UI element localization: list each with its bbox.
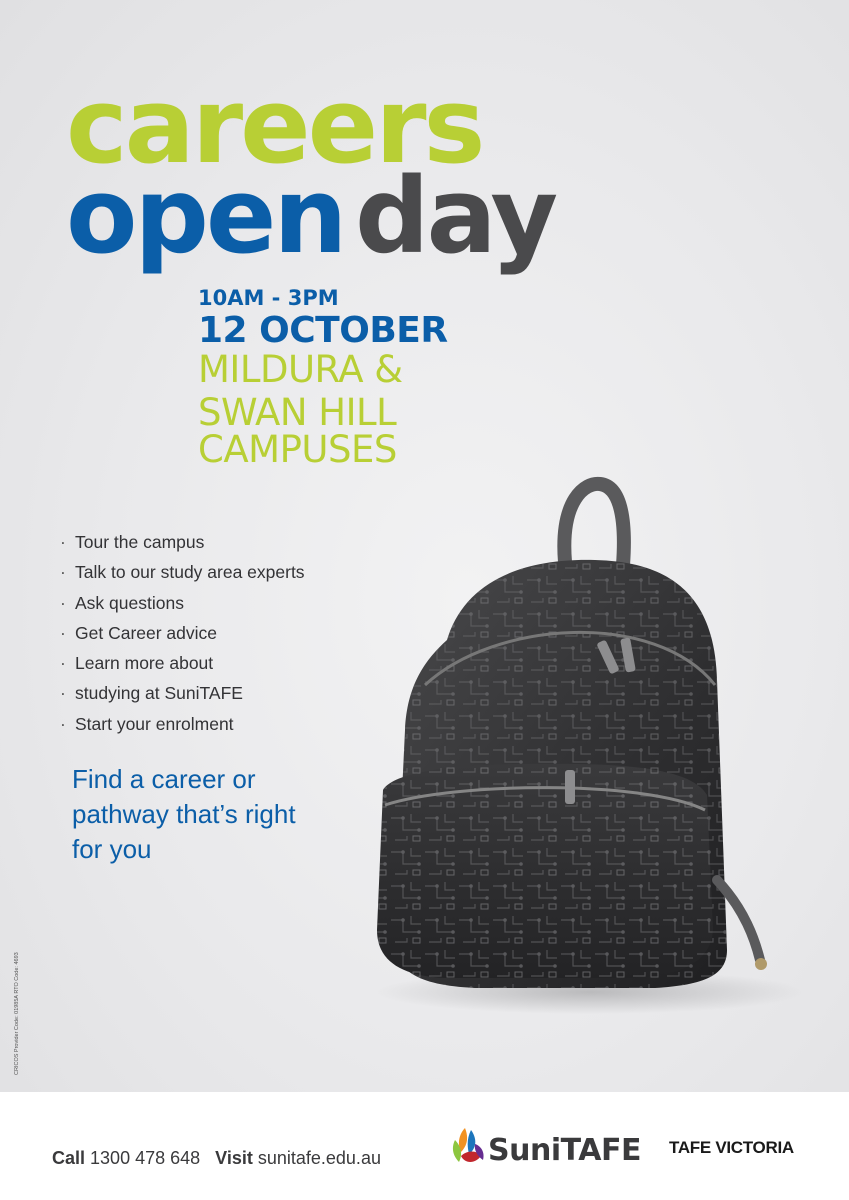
event-date: 12 OCTOBER [198, 310, 448, 351]
legal-text: CRICOS Provider Code: 01985A RTO Code: 4693 [14, 952, 20, 1075]
list-item: · Tour the campus [60, 527, 305, 557]
headline-careers: careers [66, 65, 483, 187]
backpack-image [355, 470, 825, 1030]
list-item: · Start your enrolment [60, 709, 305, 739]
feature-list [60, 527, 305, 739]
website-link[interactable]: sunitafe.edu.au [257, 1148, 381, 1168]
event-location-line: CAMPUSES [198, 428, 397, 471]
headline-open: open [66, 155, 345, 277]
list-item: · Learn more about [60, 648, 305, 678]
brand-name: SuniTAFE [488, 1133, 641, 1168]
visit-label: Visit [215, 1148, 253, 1168]
event-time: 10AM - 3PM [198, 286, 339, 310]
event-location-line: SWAN HILL [198, 391, 397, 434]
contact-line [52, 1148, 381, 1169]
tagline: Find a career or pathway that’s right for you [72, 764, 296, 864]
event-location-line: MILDURA & [198, 348, 403, 391]
phone-number[interactable]: 1300 478 648 [90, 1148, 201, 1168]
list-item: · Get Career advice [60, 618, 305, 648]
list-item: · studying at SuniTAFE [60, 678, 305, 708]
list-item: · Talk to our study area experts [60, 557, 305, 587]
call-label: Call [52, 1148, 86, 1168]
tafe-victoria-logo: TAFE VICTORIA [669, 1138, 794, 1157]
headline-day: day [355, 155, 556, 277]
list-item: · Ask questions [60, 588, 305, 618]
